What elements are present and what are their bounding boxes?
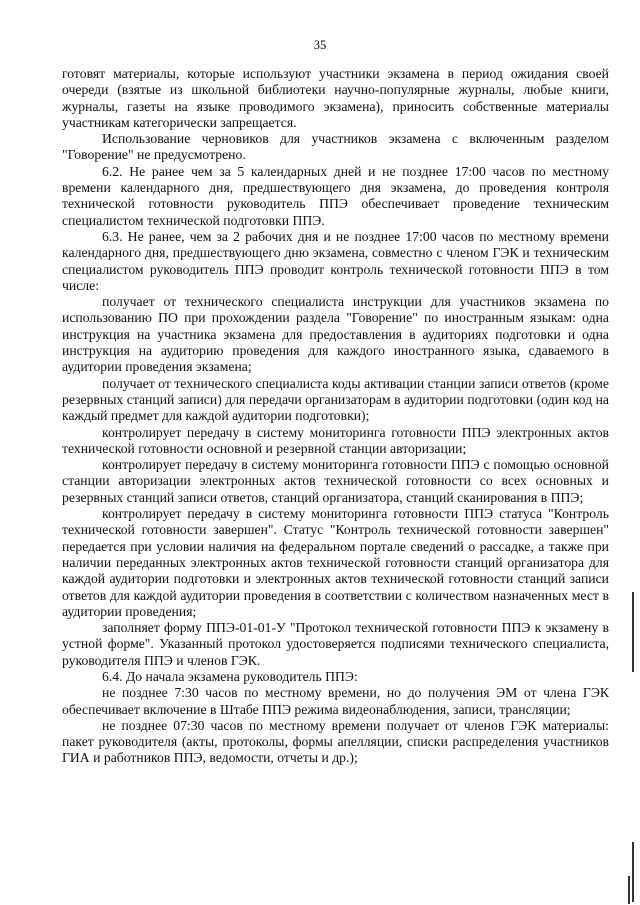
paragraph-6-3: 6.3. Не ранее, чем за 2 рабочих дня и не позднее 17:00 часов по местному времени календарного дня, предшествующего дню экзамена, совместно с членом ГЭК и техническим специалистом руководитель ППЭ проводит контроль технической готовности ППЭ в том числе: [62, 228, 609, 293]
scan-edge-mark [632, 592, 634, 672]
paragraph-status-transfer: контролирует передачу в систему мониторинга готовности ППЭ статуса "Контроль технической готовности завершен". Статус "Контроль технической готовности завершен" передается при условии наличия на федеральном портале сведений о рассадке, а также при наличии переданных электронных актов технической готовности станций организатора для каждой аудитории подготовки и электронных актов технической готовности станций записи ответов для каждой аудитории проведения в соответствии с количеством назначенных мест в аудитории проведения; [62, 506, 609, 619]
paragraph-authorization-acts: контролирует передачу в систему мониторинга готовности ППЭ электронных актов технической готовности основной и резервной станции авторизации; [62, 424, 609, 456]
scan-edge-mark [632, 842, 634, 902]
page-number: 35 [313, 38, 327, 52]
paragraph-drafts: Использование черновиков для участников экзамена с включенным разделом "Говорение" не предусмотрено. [62, 131, 609, 163]
paragraph-6-2: 6.2. Не ранее чем за 5 календарных дней и не позднее 17:00 часов по местному времени календарного дня, предшествующего дня экзамена, до проведения контроля технической готовности руководитель ППЭ обеспечивает проведение техническим специалистом технической подготовки ППЭ. [62, 163, 609, 228]
paragraph-station-acts: контролирует передачу в систему мониторинга готовности ППЭ с помощью основной станции авторизации электронных актов технической готовности со всех основных и резервных станций записи ответов, станций организатора, станций сканирования в ППЭ; [62, 457, 609, 505]
paragraph-video-surveillance: не позднее 7:30 часов по местному времени, но до получения ЭМ от члена ГЭК обеспечивает включение в Штабе ППЭ режима видеонаблюдения, записи, трансляции; [62, 685, 609, 717]
scan-edge-mark [628, 876, 630, 904]
paragraph-materials-continuation: готовят материалы, которые используют участники экзамена в период ожидания своей очереди (взятые из школьной библиотеки научно-популярные журналы, любые книги, журналы, газеты на языке проводимого экзамена), приносить собственные материалы участникам категорически запрещается. [62, 66, 609, 130]
paragraph-instructions: получает от технического специалиста инструкции для участников экзамена по использованию ПО при прохождении раздела "Говорение" по иностранным языкам: одна инструкция на участника экзамена для предоставления в аудиториях подготовки и одна инструкция на аудиторию проведения для каждого иностранного языка, сдаваемого в аудитории проведения экзамена; [62, 294, 609, 375]
paragraph-6-4: 6.4. До начала экзамена руководитель ППЭ: [102, 668, 358, 684]
paragraph-form-ppe-01-01-u: заполняет форму ППЭ-01-01-У "Протокол технической готовности ППЭ к экзамену в устной форме". Указанный протокол удостоверяется подписями технического специалиста, руководителя ППЭ и членов ГЭК. [62, 620, 609, 668]
document-body [62, 66, 609, 767]
paragraph-activation-codes: получает от технического специалиста коды активации станции записи ответов (кроме резервных станций записи) для передачи организаторам в аудитории подготовки (один код на каждый предмет для каждой аудитории подготовки); [62, 375, 609, 424]
paragraph-receive-materials: не позднее 07:30 часов по местному времени получает от членов ГЭК материалы: пакет руководителя (акты, протоколы, формы апелляции, списки распределения участников ГИА и работников ППЭ, ведомости, отчеты и др.); [62, 717, 609, 766]
